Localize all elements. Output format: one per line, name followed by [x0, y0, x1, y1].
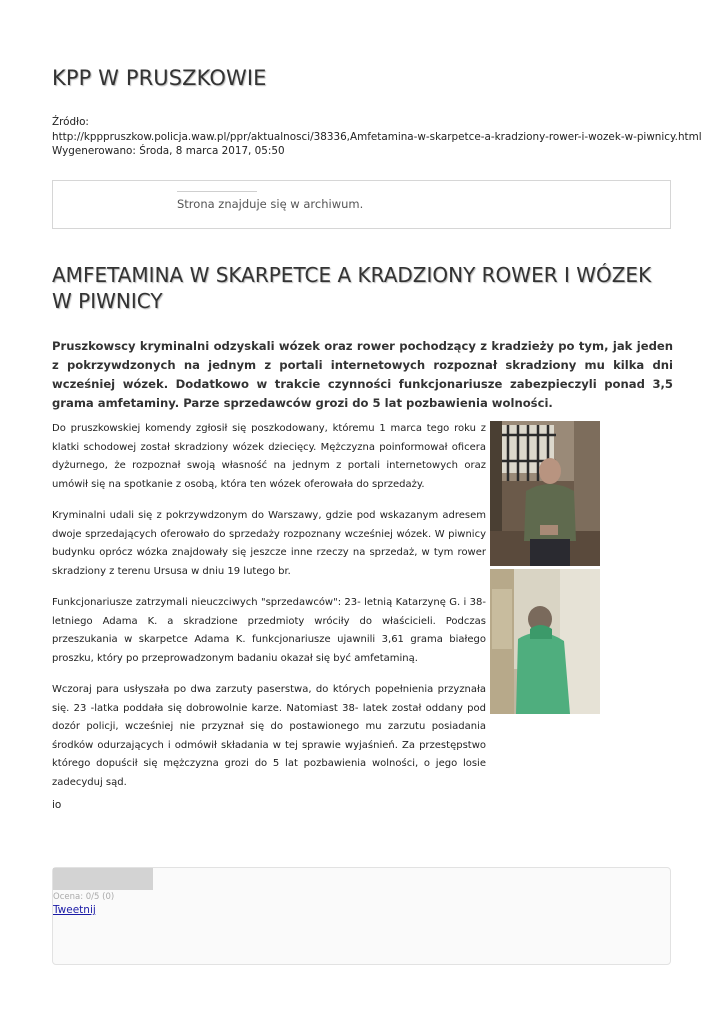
article-paragraph: Do pruszkowskiej komendy zgłosił się poszkodowany, któremu 1 marca tego roku z klatki schodowej został skradziony wózek dziecięcy. Mężczyzna poinformował oficera dyżurnego, że rozpoznał swoją własność na jednym z portali internetowych oraz umówił się na spotkanie z osobą, która ten wózek oferowała do sprzedaży.: [52, 423, 486, 490]
article-signature: io: [52, 799, 62, 811]
tweet-link[interactable]: Tweetnij: [53, 904, 96, 916]
source-label: Źródło:: [52, 116, 89, 128]
generated-date: Wygenerowano: Środa, 8 marca 2017, 05:50: [52, 145, 285, 157]
photo-detained-man: [490, 421, 600, 566]
article-title: AMFETAMINA W SKARPETCE A KRADZIONY ROWER I WÓZEK W PIWNICY: [52, 263, 652, 313]
rating-text: Ocena: 0/5 (0): [53, 892, 115, 902]
photo-detained-woman: [490, 569, 600, 714]
article-body: [52, 420, 486, 805]
archive-divider: [177, 191, 257, 192]
site-title: KPP W PRUSZKOWIE: [52, 66, 267, 90]
archive-notice-box: [52, 180, 671, 229]
archive-notice: Strona znajduje się w archiwum.: [177, 197, 364, 211]
article-lead: Pruszkowscy kryminalni odzyskali wózek oraz rower pochodzący z kradzieży po tym, jak jeden z pokrzywdzonych na jednym z portali internetowych rozpoznał skradziony mu kilka dni wcześniej wózek. Dodatkowo w trakcie czynności funkcjonariusze zabezpieczyli ponad 3,5 grama amfetaminy. Parze sprzedawców grozi do 5 lat pozbawienia wolności.: [52, 339, 673, 410]
rating-stars[interactable]: [53, 868, 153, 890]
article-paragraph: Funkcjonariusze zatrzymali nieuczciwych "sprzedawców": 23- letnią Katarzynę G. i 38- letniego Adama K. a skradzione przedmioty wróciły do właścicieli. Podczas przeszukania w skarpetce Adama K. funkcjonariusze ujawnili 3,61 grama białego proszku, który po przeprowadzonym badaniu okazał się być amfetaminą.: [52, 597, 486, 664]
source-url: http://kpppruszkow.policja.waw.pl/ppr/aktualnosci/38336,Amfetamina-w-skarpetce-a-kradziony-rower-i-wozek-w-piwnicy.html: [52, 130, 702, 143]
article-paragraph: Wczoraj para usłyszała po dwa zarzuty paserstwa, do których popełnienia przyznała się. 23 -latka poddała się dobrowolnie karze. Natomiast 38- latek został oddany pod dozór policji, wcześniej nie przyznał się do postawionego mu zarzutu posiadania środków odurzających i odmówił składania w tej sprawie wyjaśnień. Za przestępstwo którego dopuścił się mężczyzna grozi do 5 lat pozbawienia wolności, o jego losie zadecyduj sąd.: [52, 684, 486, 788]
article-paragraph: Kryminalni udali się z pokrzywdzonym do Warszawy, gdzie pod wskazanym adresem dwoje sprzedających oferowało do sprzedaży rozpoznany wcześniej wózek. W piwnicy budynku oprócz wózka znajdowały się jeszcze inne rzeczy na sprzedaż, w tym rower skradziony z terenu Ursusa w dniu 19 lutego br.: [52, 510, 486, 577]
source-info: [52, 115, 702, 159]
rating-box: [52, 867, 671, 965]
